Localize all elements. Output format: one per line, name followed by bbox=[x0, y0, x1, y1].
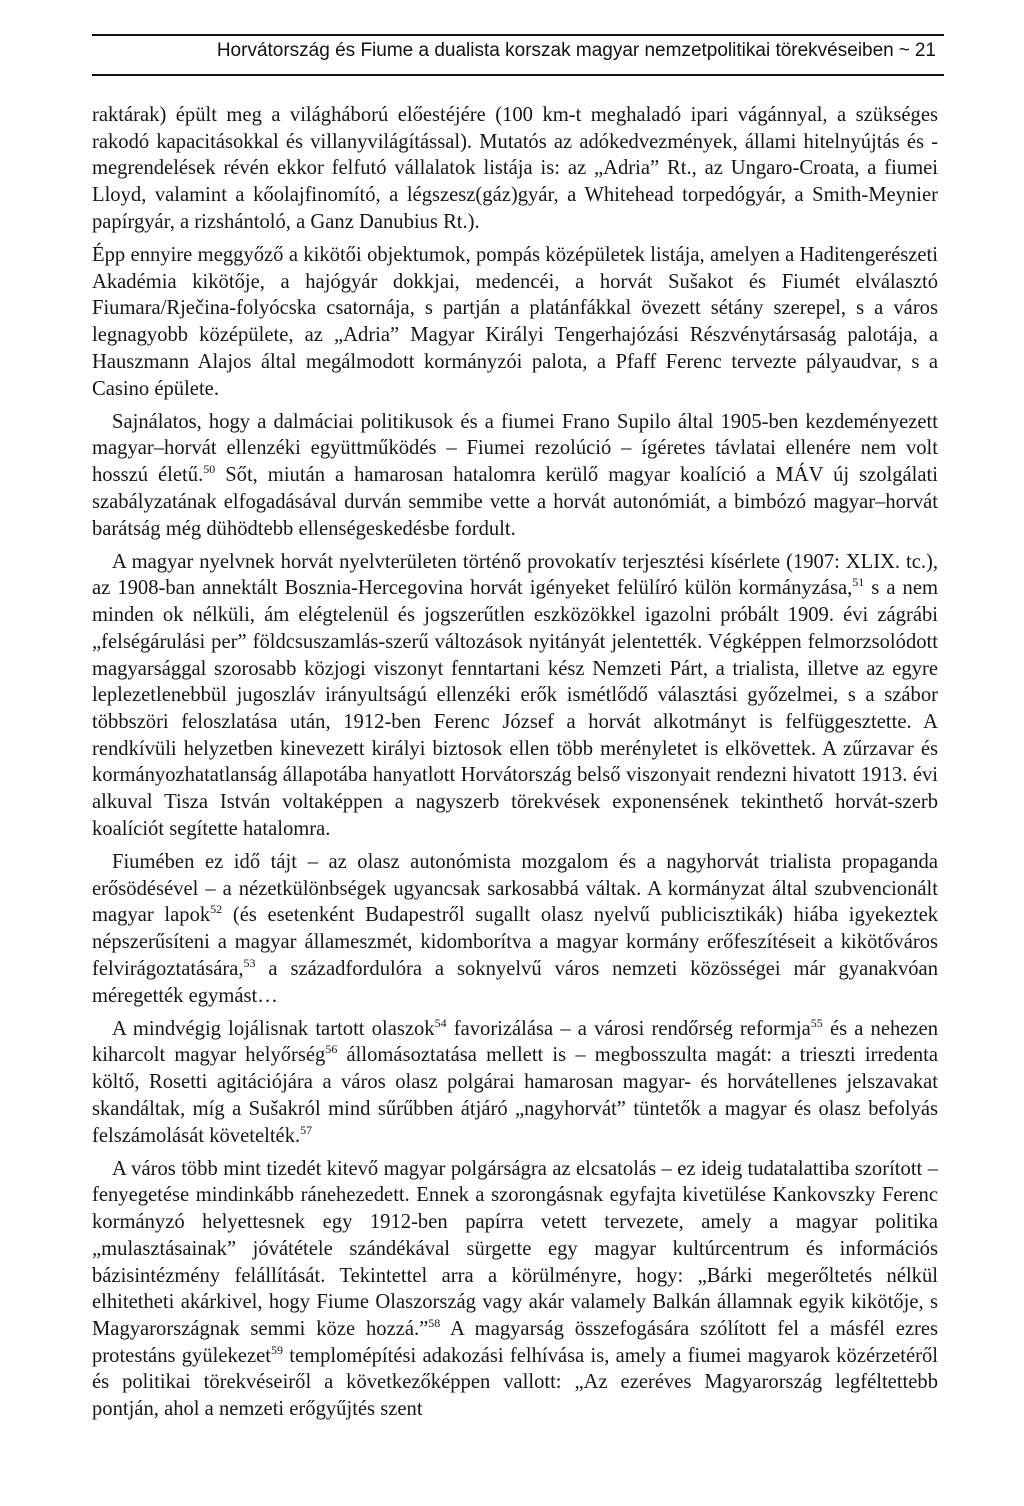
text-run: Fiumében ez idő tájt – az olasz autonómista mozgalom és a nagyhorvát trialista propaganda erősödésével – a nézetkülönbségek ugyancsak sarkosabbá váltak. A kormányzat által szubvencionált magyar lapok bbox=[92, 850, 938, 927]
text-run: favorizálása – a városi rendőrség reformja bbox=[446, 1017, 811, 1040]
running-header bbox=[92, 34, 944, 76]
text-run: állomásoztatása mellett is – megbosszulta magát: a trieszti irredenta költő, Rosetti agitációjára a város olasz polgárai hamarosan magyar- és horvátellenes jelszavakat skandáltak, míg a Sušakról mind sűrűbben átjáró „nagyhorvát” tüntetők a magyar és olasz befolyás felszámolását követelték. bbox=[92, 1044, 938, 1147]
footnote-ref: 56 bbox=[325, 1042, 338, 1057]
paragraph bbox=[92, 1016, 938, 1150]
paragraph bbox=[92, 1156, 938, 1423]
footnote-ref: 58 bbox=[428, 1315, 441, 1330]
text-run: Sajnálatos, hogy a dalmáciai politikusok és a fiumei Frano Supilo által 1905-ben kezdeményezett magyar–horvát ellenzéki együttműködés – Fiumei rezolúció – ígéretes távlatai ellenére nem volt hosszú életű. bbox=[92, 410, 938, 487]
paragraph bbox=[92, 549, 938, 843]
footnote-ref: 50 bbox=[203, 462, 216, 477]
text-run: Épp ennyire meggyőző a kikötői objektumok, pompás középületek listája, amelyen a Haditengerészeti Akadémia kikötője, a hajógyár dokkjai, medencéi, a horvát Sušakot és Fiumét elválasztó Fiumara/Rječina-folyócska csatornája, s partján a platánfákkal övezett sétány szerepel, s a város legnagyobb középülete, az „Adria” Magyar Királyi Tengerhajózási Részvénytársaság palotája, a Hauszmann Alajos által megálmodott kormányzói palota, a Pfaff Ferenc tervezte pályaudvar, s a Casino épülete. bbox=[92, 244, 938, 400]
text-run: Sőt, miután a hamarosan hatalomra kerülő magyar koalíció a MÁV új szolgálati szabályzatának elfogadásával durván semmibe vette a horvát autonómiát, a bimbózó magyar–horvát barátság még dühödtebb ellenségeskedésbe fordult. bbox=[92, 464, 938, 540]
text-run: a századfordulóra a soknyelvű város nemzeti közösségei már gyanakvóan méregették egymást… bbox=[92, 957, 938, 1007]
text-run: A magyar nyelvnek horvát nyelvterületen történő provokatív terjesztési kísérlete (1907: XLIX. tc.), az 1908-ban annektált Bosznia-Hercegovina horvát igényeket felülíró külön kormányzása, bbox=[92, 550, 938, 600]
footnote-ref: 55 bbox=[810, 1015, 823, 1030]
header-separator: ~ bbox=[898, 40, 910, 61]
footnote-ref: 51 bbox=[852, 575, 865, 590]
text-run: raktárak) épült meg a világháború előestéjére (100 km-t meghaladó ipari vágánnyal, a szükséges rakodó kapacitásokkal és villanyvilágítással). Mutatós az adókedvezmények, állami hitelnyújtás és -megrendelések révén ekkor felfutó vállalatok listája is: az „Adria” Rt., az Ungaro-Croata, a fiumei Lloyd, valamint a kőolajfinomító, a légszesz(gáz)gyár, a Whitehead torpedógyár, a Smith-Meynier papírgyár, a rizshántoló, a Ganz Danubius Rt.). bbox=[92, 104, 938, 233]
paragraph bbox=[92, 242, 938, 402]
footnote-ref: 57 bbox=[300, 1122, 313, 1137]
text-run: és a nehezen kiharcolt magyar helyőrség bbox=[92, 1017, 938, 1067]
text-run: (és esetenként Budapestről sugallt olasz nyelvű publicisztikák) hiába igyekeztek népszerűsíteni a magyar állameszmét, kidomborítva a magyar kormány erőfeszítéseit a kikötőváros felvirágoztatására, bbox=[92, 904, 939, 980]
footnote-ref: 53 bbox=[243, 955, 256, 970]
footnote-ref: 59 bbox=[270, 1342, 283, 1357]
body-text bbox=[92, 102, 938, 1429]
page-number: 21 bbox=[914, 40, 936, 61]
footnote-ref: 52 bbox=[210, 902, 223, 917]
footnote-ref: 54 bbox=[434, 1015, 447, 1030]
text-run: A magyarság összefogására szólított fel a másfél ezres protestáns gyülekezet bbox=[92, 1317, 938, 1367]
text-run: templomépítési adakozási felhívása is, amely a fiumei magyarok közérzetéről és politikai törekvéseiről a következőképpen vallott: „Az ezeréves Magyarország legféltettebb pontján, ahol a nemzeti erőgyűjtés szent bbox=[92, 1344, 939, 1421]
text-run: s a nem minden ok nélküli, ám elégtelenül és jogszerűtlen eszközökkel igazolni próbált 1909. évi zágrábi „felségárulási per” földcsuszamlás-szerű változások nyitányát jelentették. Végképpen felmorzsolódott magyarsággal szorosabb közjogi viszonyt fenntartani kész Nemzeti Párt, a trialista, illetve az egyre leplezetlenebbül jugoszláv irányultságú ellenzéki erők ismétlődő választási győzelmei, s a szábor többszöri feloszlatása után, 1912-ben Ferenc József a horvát alkotmányt is felfüggesztette. A rendkívüli helyzetben kinevezett királyi biztosok ellen több merényletet is elkövettek. A zűrzavar és kormányozhatatlanság állapotába hanyatlott Horvátország belső viszonyait rendezni hivatott 1913. évi alkuval Tisza István voltaképpen a nagyszerb törekvések exponensének tekinthető horvát-szerb koalíciót segítette hatalomra. bbox=[92, 577, 939, 840]
header-title: Horvátország és Fiume a dualista korszak magyar nemzetpolitikai törekvéseiben bbox=[216, 40, 894, 61]
header-text bbox=[217, 40, 936, 62]
paragraph bbox=[92, 102, 938, 236]
text-run: A város több mint tizedét kitevő magyar polgárságra az elcsatolás – ez ideig tudatalattiba szorított – fenyegetése mindinkább ránehezedett. Ennek a szorongásnak egyfajta kivetülése Kankovszky Ferenc kormányzó helyettesnek egy 1912-ben papírra vetett tervezete, amely a magyar politika „mulasztásainak” jóvátétele szándékával sürgette egy magyar kultúrcentrum és információs bázisintézmény felállítását. Tekintettel arra a körülményre, hogy: „Bárki megerőltetés nélkül elhitetheti akárkivel, hogy Fiume Olaszország vagy akár valamely Balkán államnak egyik kikötője, s Magyarországnak semmi köze hozzá.” bbox=[92, 1157, 938, 1340]
text-run: A mindvégig lojálisnak tartott olaszok bbox=[112, 1017, 435, 1040]
paragraph bbox=[92, 849, 938, 1009]
paragraph bbox=[92, 409, 938, 543]
